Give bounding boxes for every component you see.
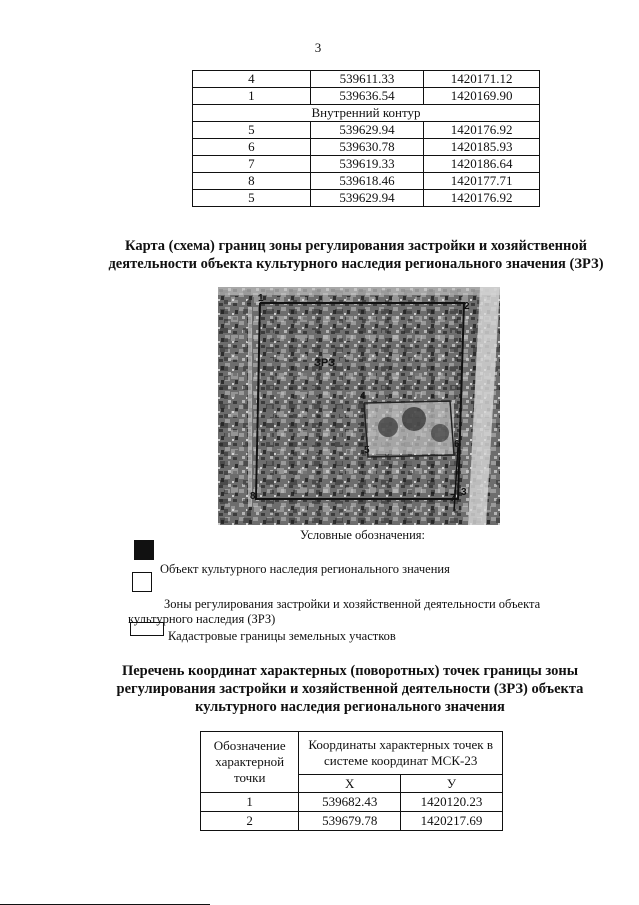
aerial-map (218, 287, 500, 525)
y-coordinate: 1420169.90 (424, 88, 540, 105)
map-point-label: 7 (450, 493, 456, 504)
x-coordinate: 539619.33 (310, 156, 424, 173)
table-row (193, 88, 540, 105)
x-coordinate: 539618.46 (310, 173, 424, 190)
table-row (193, 173, 540, 190)
x-coordinate: 539679.78 (299, 812, 401, 831)
y-coordinate: 1420176.92 (424, 190, 540, 207)
point-id: 1 (193, 88, 311, 105)
y-coordinate: 1420186.64 (424, 156, 540, 173)
x-coordinate: 539636.54 (310, 88, 424, 105)
page-number: 3 (314, 40, 322, 55)
inner-contour-label: Внутренний контур (193, 105, 540, 122)
point-id: 8 (193, 173, 311, 190)
cadastral-boundary-swatch (130, 622, 164, 636)
table-row (201, 793, 503, 812)
map-point-label: 8 (250, 491, 256, 502)
table-row (193, 190, 540, 207)
x-coordinate: 539682.43 (299, 793, 401, 812)
zone-label: ЗРЗ (314, 357, 335, 369)
point-id: 5 (193, 122, 311, 139)
table-row (193, 139, 540, 156)
header-x: X (299, 775, 401, 793)
x-coordinate: 539629.94 (310, 190, 424, 207)
legend-title: Условные обозначения: (300, 528, 426, 542)
coordinates-list-title: Перечень координат характерных (поворотных) точек границы зоны регулирования застройки и хозяйственной деятельности (ЗРЗ) объекта культурного наследия регионального значения (116, 663, 584, 715)
y-coordinate: 1420120.23 (401, 793, 503, 812)
y-coordinate: 1420185.93 (424, 139, 540, 156)
table-row (193, 71, 540, 88)
table-row (193, 156, 540, 173)
zrz-zone-swatch (132, 572, 152, 592)
map-point-label: 1 (258, 293, 264, 304)
table-row (193, 122, 540, 139)
legend-item-zrz: Зоны регулирования застройки и хозяйственной деятельности объекта культурного наследия (ЗРЗ) (128, 597, 541, 626)
header-y: У (401, 775, 503, 793)
header-point-designation: Обозначение характерной точки (201, 732, 299, 793)
map-title: Карта (схема) границ зоны регулирования застройки и хозяйственной деятельности объекта культурного наследия регионального значения (ЗРЗ) (108, 238, 604, 272)
y-coordinate: 1420177.71 (424, 173, 540, 190)
heritage-object-swatch (134, 540, 154, 560)
map-image (218, 287, 500, 525)
map-point-label: 3 (461, 487, 467, 498)
x-coordinate: 539611.33 (310, 71, 424, 88)
point-id: 2 (201, 812, 299, 831)
y-coordinate: 1420217.69 (401, 812, 503, 831)
table-header-row (201, 732, 503, 775)
header-coordinates: Координаты характерных точек в системе координат МСК-23 (299, 732, 503, 775)
y-coordinate: 1420171.12 (424, 71, 540, 88)
section-row (193, 105, 540, 122)
point-id: 1 (201, 793, 299, 812)
x-coordinate: 539630.78 (310, 139, 424, 156)
map-point-label: 2 (464, 301, 470, 312)
point-id: 4 (193, 71, 311, 88)
y-coordinate: 1420176.92 (424, 122, 540, 139)
table-row (201, 812, 503, 831)
coordinates-table (200, 731, 503, 831)
point-id: 7 (193, 156, 311, 173)
point-id: 5 (193, 190, 311, 207)
legend-item-cadastral: Кадастровые границы земельных участков (168, 629, 396, 643)
x-coordinate: 539629.94 (310, 122, 424, 139)
coordinates-table-continued (192, 70, 540, 207)
map-point-label: 4 (360, 391, 366, 402)
point-id: 6 (193, 139, 311, 156)
map-point-label: 6 (454, 439, 460, 450)
map-point-label: 5 (364, 445, 370, 456)
legend-item-heritage: Объект культурного наследия регионального значения (160, 562, 450, 576)
